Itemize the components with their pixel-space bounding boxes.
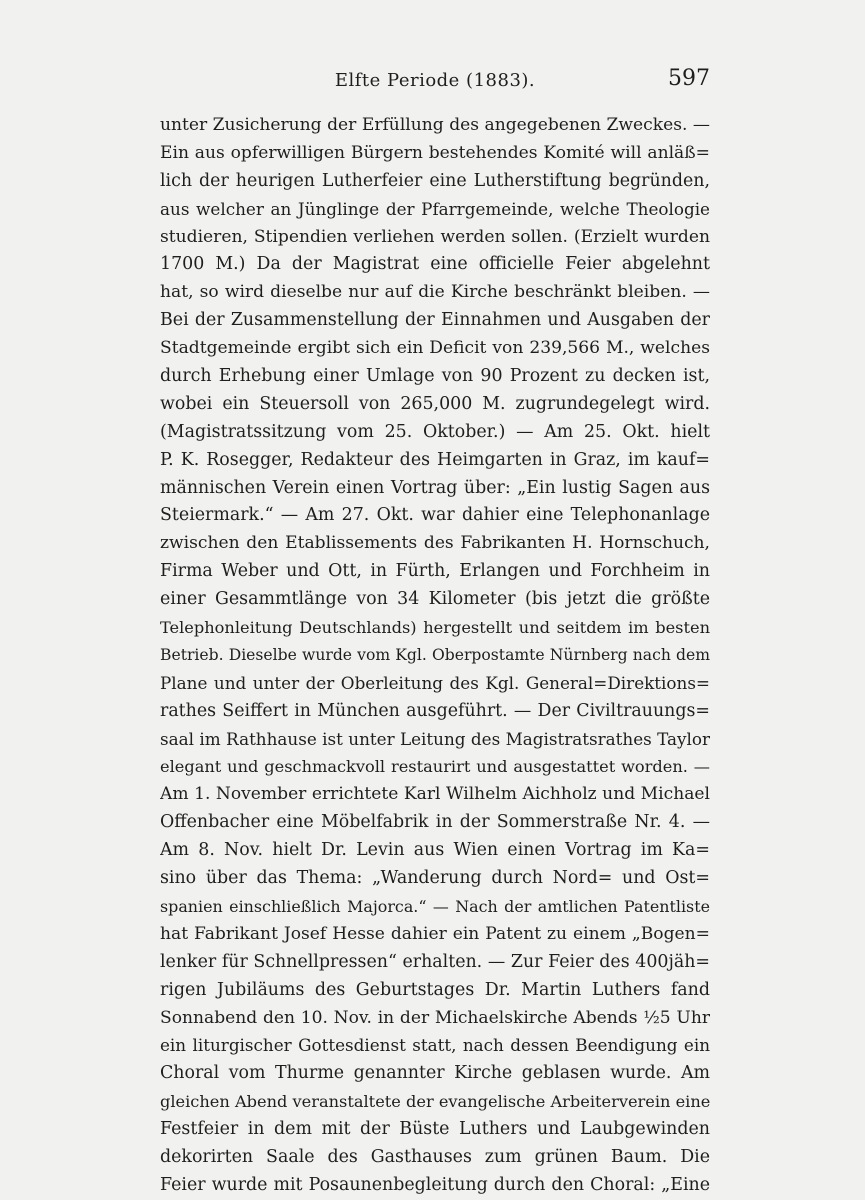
text-line: Choral vom Thurme genannter Kirche geblasen wurde. Am	[160, 1063, 710, 1084]
text-line: unter Zusicherung der Erfüllung des angegebenen Zweckes. —	[160, 115, 710, 135]
text-line: Stadtgemeinde ergibt sich ein Deficit von 239,566 M., welches	[160, 338, 710, 359]
text-line: wobei ein Steuersoll von 265,000 M. zugrundegelegt wird.	[160, 393, 710, 414]
page-number: 597	[668, 66, 710, 91]
text-line: Bei der Zusammenstellung der Einnahmen und Ausgaben der	[160, 310, 710, 331]
text-line: lenker für Schnellpressen“ erhalten. — Zur Feier des 400jäh=	[160, 951, 710, 972]
text-line: sino über das Thema: „Wanderung durch Nord= und Ost=	[160, 868, 710, 889]
text-line: saal im Rathhause ist unter Leitung des Magistratsrathes Taylor	[160, 728, 710, 749]
text-line: P. K. Rosegger, Redakteur des Heimgarten in Graz, im kauf=	[160, 449, 710, 470]
text-line: ein liturgischer Gottesdienst statt, nach dessen Beendigung ein	[160, 1035, 710, 1056]
text-line: männischen Verein einen Vortrag über: „Ein lustig Sagen aus	[160, 477, 710, 498]
text-line: Firma Weber und Ott, in Fürth, Erlangen und Forchheim in	[160, 561, 710, 582]
text-line: Am 8. Nov. hielt Dr. Levin aus Wien einen Vortrag im Ka=	[160, 840, 710, 861]
text-line: (Magistratssitzung vom 25. Oktober.) — Am 25. Okt. hielt	[160, 421, 710, 442]
text-line: hat, so wird dieselbe nur auf die Kirche beschränkt bleiben. —	[160, 282, 710, 303]
text-line: lich der heurigen Lutherfeier eine Lutherstiftung begründen,	[160, 170, 710, 191]
text-line: Telephonleitung Deutschlands) hergestellt und seitdem im besten	[160, 618, 710, 638]
text-line: Am 1. November errichtete Karl Wilhelm Aichholz und Michael	[160, 784, 710, 805]
text-line: spanien einschließlich Majorca.“ — Nach der amtlichen Patentliste	[160, 896, 710, 916]
page-header	[160, 62, 710, 102]
text-line: Plane und unter der Oberleitung des Kgl. General=Direktions=	[160, 672, 710, 693]
text-line: studieren, Stipendien verliehen werden sollen. (Erzielt wurden	[160, 226, 710, 247]
text-line: gleichen Abend veranstaltete der evangelische Arbeiterverein eine	[160, 1092, 710, 1112]
text-line: durch Erhebung einer Umlage von 90 Prozent zu decken ist,	[160, 366, 710, 387]
text-line: elegant und geschmackvoll restaurirt und ausgestattet worden. —	[160, 757, 710, 777]
text-line: einer Gesammtlänge von 34 Kilometer (bis jetzt die größte	[160, 589, 710, 610]
text-line: 1700 M.) Da der Magistrat eine officielle Feier abgelehnt	[160, 254, 710, 275]
text-line: rigen Jubiläums des Geburtstages Dr. Martin Luthers fand	[160, 979, 710, 1000]
text-line: Feier wurde mit Posaunenbegleitung durch den Choral: „Eine	[160, 1174, 710, 1195]
text-line: aus welcher an Jünglinge der Pfarrgemeinde, welche Theologie	[160, 198, 710, 219]
body-text	[160, 112, 710, 1200]
text-line: dekorirten Saale des Gasthauses zum grünen Baum. Die	[160, 1146, 710, 1167]
text-line: Festfeier in dem mit der Büste Luthers und Laubgewinden	[160, 1119, 710, 1140]
text-line: Sonnabend den 10. Nov. in der Michaelskirche Abends ½5 Uhr	[160, 1007, 710, 1028]
text-line: rathes Seiffert in München ausgeführt. — Der Civiltrauungs=	[160, 700, 710, 721]
text-line: Ein aus opferwilligen Bürgern bestehendes Komité will anläß=	[160, 142, 710, 163]
running-title: Elfte Periode (1883).	[334, 70, 536, 91]
text-line: hat Fabrikant Josef Hesse dahier ein Patent zu einem „Bogen=	[160, 923, 710, 944]
text-line: Offenbacher eine Möbelfabrik in der Sommerstraße Nr. 4. —	[160, 812, 710, 833]
text-line: Steiermark.“ — Am 27. Okt. war dahier eine Telephonanlage	[160, 505, 710, 526]
text-line: zwischen den Etablissements des Fabrikanten H. Hornschuch,	[160, 533, 710, 554]
text-line: Betrieb. Dieselbe wurde vom Kgl. Oberpostamte Nürnberg nach dem	[160, 645, 710, 664]
